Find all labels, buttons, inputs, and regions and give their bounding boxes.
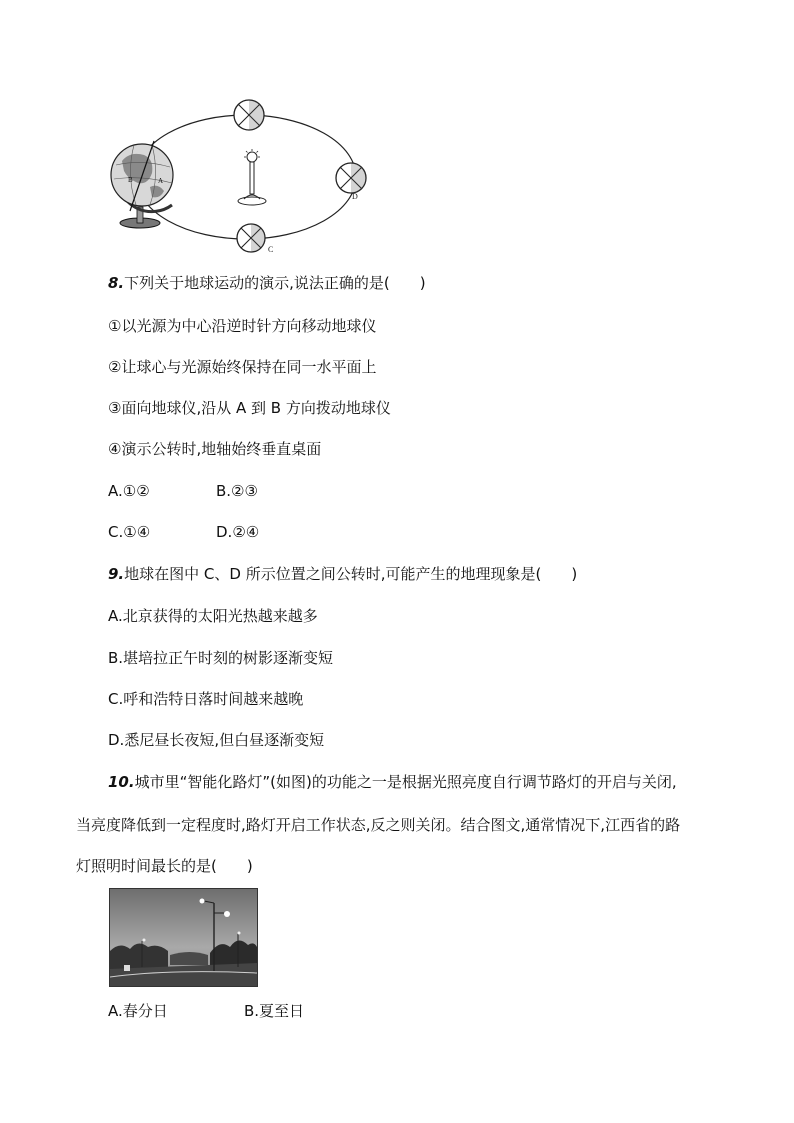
q10-line-1 — [108, 772, 677, 792]
earth-orbit-diagram — [108, 95, 378, 260]
q8-close-paren: ) — [419, 274, 426, 292]
q8-statement-1: ①以光源为中心沿逆时针方向移动地球仪 — [108, 317, 377, 335]
q9-close-paren: ) — [571, 565, 578, 583]
q8-stem-text: 下列关于地球运动的演示,说法正确的是( — [124, 274, 390, 292]
q10-option-b: B.夏至日 — [244, 1002, 305, 1020]
q10-line-3-text: 灯照明时间最长的是( — [76, 857, 217, 875]
globe-label-b: B — [128, 176, 133, 184]
q8-number: 8. — [108, 274, 125, 292]
q8-option-a: A.①② — [108, 482, 150, 500]
q9-stem-text: 地球在图中 C、D 所示位置之间公转时,可能产生的地理现象是( — [124, 565, 542, 583]
q9-option-d: D.悉尼昼长夜短,但白昼逐渐变短 — [108, 731, 325, 749]
q8-statement-4: ④演示公转时,地轴始终垂直桌面 — [108, 440, 322, 458]
q10-line-2: 当亮度降低到一定程度时,路灯开启工作状态,反之则关闭。结合图文,通常情况下,江西省的路 — [76, 816, 681, 834]
q9-option-a: A.北京获得的太阳光热越来越多 — [108, 607, 318, 625]
q8-stem — [108, 273, 426, 293]
q10-close-paren: ) — [246, 857, 253, 875]
q9-option-c: C.呼和浩特日落时间越来越晚 — [108, 690, 304, 708]
earth-position-top — [234, 100, 264, 130]
light-source-lamp — [238, 149, 266, 205]
q8-option-b: B.②③ — [216, 482, 258, 500]
q8-option-d: D.②④ — [216, 523, 260, 541]
label-d: D — [352, 192, 358, 201]
q8-statement-3: ③面向地球仪,沿从 A 到 B 方向拨动地球仪 — [108, 399, 391, 417]
q10-line-3 — [76, 856, 253, 876]
globe-on-stand — [111, 141, 173, 228]
q9-stem — [108, 564, 577, 584]
q8-statement-2: ②让球心与光源始终保持在同一水平面上 — [108, 358, 377, 376]
q10-line-1-text: 城市里“智能化路灯”(如图)的功能之一是根据光照亮度自行调节路灯的开启与关闭, — [134, 773, 677, 791]
q8-option-c: C.①④ — [108, 523, 151, 541]
globe-label-a: A — [158, 177, 164, 185]
q9-number: 9. — [108, 565, 125, 583]
earth-position-c — [237, 224, 265, 252]
earth-position-d — [336, 163, 366, 193]
q10-option-a: A.春分日 — [108, 1002, 168, 1020]
label-c: C — [268, 245, 274, 254]
street-light-photo — [109, 888, 258, 987]
q10-number: 10. — [108, 773, 135, 791]
q9-option-b: B.堪培拉正午时刻的树影逐渐变短 — [108, 649, 334, 667]
